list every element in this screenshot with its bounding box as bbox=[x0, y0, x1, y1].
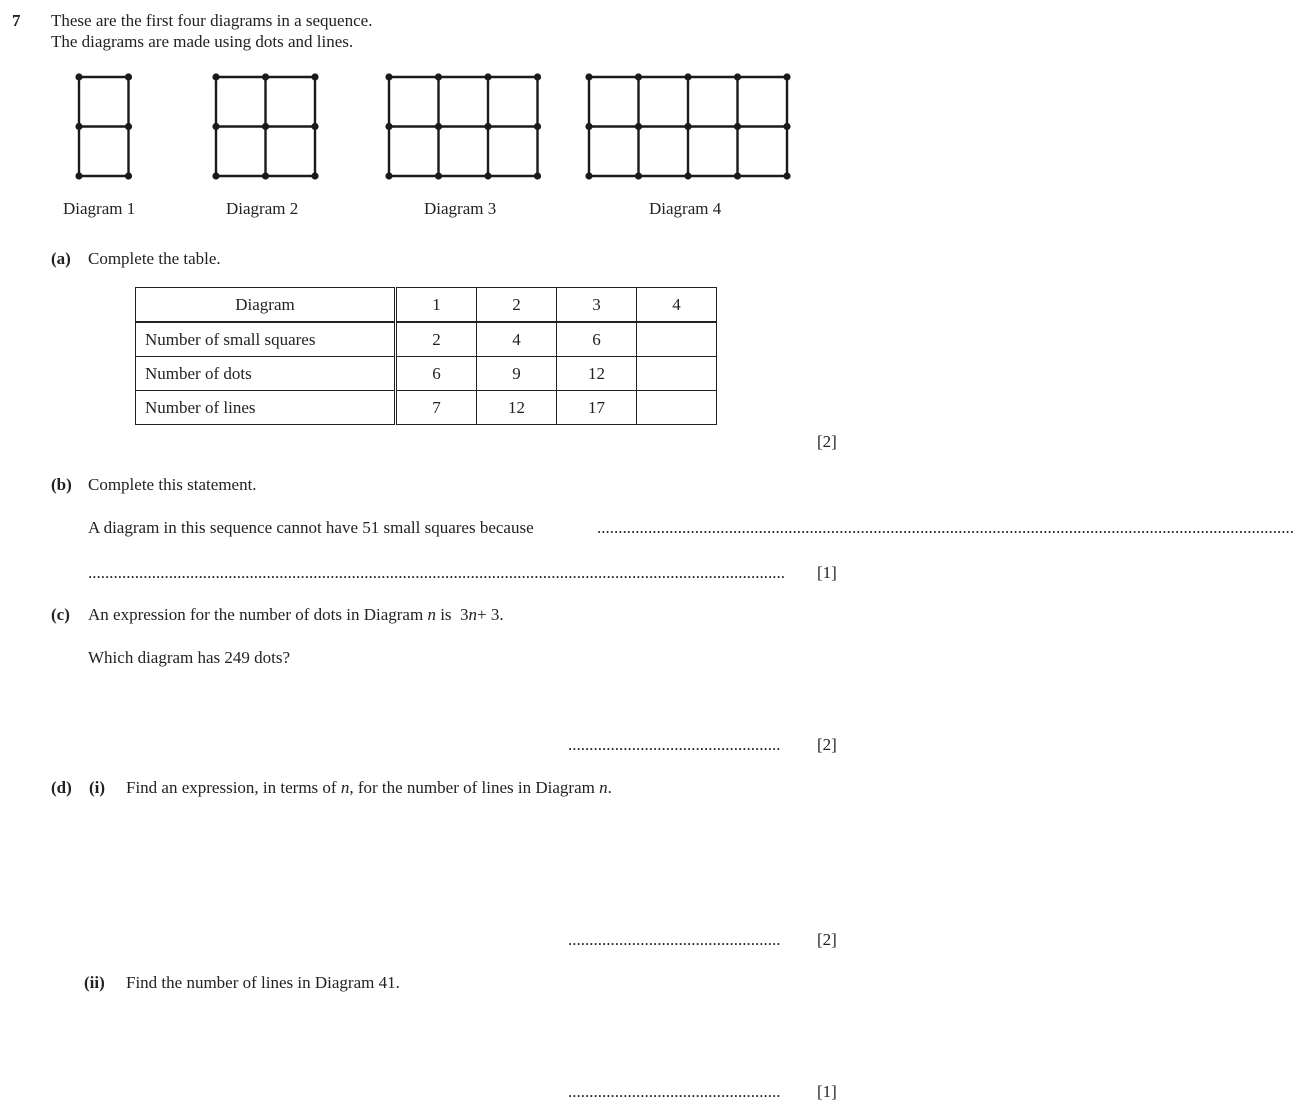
grid-dot bbox=[783, 123, 790, 130]
grid-dot bbox=[585, 123, 592, 130]
grid-dot bbox=[212, 172, 219, 179]
question-intro-line1: These are the first four diagrams in a sequence. bbox=[51, 11, 373, 30]
grid-dot bbox=[635, 172, 642, 179]
grid-dot bbox=[435, 172, 442, 179]
grid-dot bbox=[684, 172, 691, 179]
grid-dot bbox=[734, 172, 741, 179]
grid-dot bbox=[534, 172, 541, 179]
grid-dot bbox=[75, 172, 82, 179]
table-cell: 9 bbox=[477, 357, 557, 391]
grid-dot bbox=[585, 73, 592, 80]
part-c-is: is bbox=[440, 605, 452, 624]
part-d-i-text-a: Find an expression, in terms of bbox=[126, 778, 337, 797]
part-c-expr-rest: + 3. bbox=[477, 605, 504, 624]
grid-dot bbox=[212, 123, 219, 130]
grid-dot bbox=[212, 73, 219, 80]
grid-dot bbox=[585, 172, 592, 179]
diagram-1 bbox=[73, 71, 135, 182]
grid-dot bbox=[75, 73, 82, 80]
part-d-ii-marks: [1] bbox=[817, 1082, 837, 1101]
table-cell: 7 bbox=[396, 391, 477, 425]
table-row bbox=[136, 322, 717, 357]
sequence-table bbox=[135, 287, 717, 425]
diagram-1-label: Diagram 1 bbox=[63, 199, 136, 218]
diagram-2 bbox=[210, 71, 321, 182]
question-number: 7 bbox=[12, 11, 21, 30]
grid-dot bbox=[125, 172, 132, 179]
table-row-label: Number of small squares bbox=[136, 322, 396, 357]
part-c-expr-coef: 3 bbox=[460, 605, 469, 624]
part-d-ii-label: (ii) bbox=[84, 973, 105, 992]
part-b-text: Complete this statement. bbox=[88, 475, 257, 494]
grid-dot bbox=[385, 73, 392, 80]
grid-dot bbox=[75, 123, 82, 130]
part-d-i-text-b: , for the number of lines in Diagram bbox=[349, 778, 595, 797]
table-row-label: Number of lines bbox=[136, 391, 396, 425]
table-row bbox=[136, 391, 717, 425]
part-b-label: (b) bbox=[51, 475, 72, 494]
part-d-i-answer-line[interactable]: .................................................. bbox=[568, 930, 781, 949]
part-c-expr-var: n bbox=[468, 605, 478, 624]
table-header-row bbox=[136, 288, 717, 323]
table-answer-cell[interactable] bbox=[637, 357, 717, 391]
grid-dot bbox=[385, 123, 392, 130]
part-a-label: (a) bbox=[51, 249, 71, 268]
table-answer-cell[interactable] bbox=[637, 391, 717, 425]
grid-dot bbox=[311, 73, 318, 80]
grid-dot bbox=[534, 73, 541, 80]
grid-dot bbox=[311, 123, 318, 130]
grid-dot bbox=[262, 172, 269, 179]
part-d-i-label: (i) bbox=[89, 778, 106, 797]
grid-dot bbox=[311, 172, 318, 179]
table-header-cell: 4 bbox=[637, 288, 717, 323]
grid-dot bbox=[125, 73, 132, 80]
grid-dot bbox=[262, 73, 269, 80]
diagram-2-label: Diagram 2 bbox=[226, 199, 299, 218]
grid-dot bbox=[484, 172, 491, 179]
grid-dot bbox=[385, 172, 392, 179]
table-cell: 17 bbox=[557, 391, 637, 425]
grid-dot bbox=[125, 123, 132, 130]
table-header-cell: Diagram bbox=[136, 288, 396, 323]
table-header-cell: 3 bbox=[557, 288, 637, 323]
grid-dot bbox=[435, 123, 442, 130]
grid-dot bbox=[783, 73, 790, 80]
grid-dot bbox=[684, 73, 691, 80]
table-row-label: Number of dots bbox=[136, 357, 396, 391]
grid-dot bbox=[734, 123, 741, 130]
table-cell: 2 bbox=[396, 322, 477, 357]
part-c-text: An expression for the number of dots in Diagram bbox=[88, 605, 424, 624]
table-cell: 6 bbox=[396, 357, 477, 391]
part-c-statement bbox=[88, 605, 504, 625]
table-answer-cell[interactable] bbox=[637, 322, 717, 357]
part-c-question: Which diagram has 249 dots? bbox=[88, 648, 291, 667]
grid-dot bbox=[684, 123, 691, 130]
diagram-4-label: Diagram 4 bbox=[649, 199, 722, 218]
table-cell: 12 bbox=[477, 391, 557, 425]
part-b-answer-line-1[interactable]: .................................................................................................................................................................... bbox=[597, 518, 1294, 537]
table-header-cell: 1 bbox=[396, 288, 477, 323]
grid-dot bbox=[262, 123, 269, 130]
part-c-answer-line[interactable]: .................................................. bbox=[568, 735, 781, 754]
part-b-marks: [1] bbox=[817, 563, 837, 582]
grid-dot bbox=[635, 123, 642, 130]
table-cell: 6 bbox=[557, 322, 637, 357]
grid-dot bbox=[734, 73, 741, 80]
part-d-i-variable: n bbox=[340, 778, 350, 797]
part-b-statement: A diagram in this sequence cannot have 51 small squares because bbox=[88, 518, 534, 537]
part-a-text: Complete the table. bbox=[88, 249, 221, 268]
part-d-i-marks: [2] bbox=[817, 930, 837, 949]
grid-dot bbox=[484, 123, 491, 130]
part-d-i-text-c: . bbox=[607, 778, 612, 797]
grid-dot bbox=[484, 73, 491, 80]
grid-dot bbox=[783, 172, 790, 179]
part-d-i-variable-2: n bbox=[599, 778, 608, 797]
grid-dot bbox=[635, 73, 642, 80]
diagram-4 bbox=[583, 71, 793, 182]
part-d-label: (d) bbox=[51, 778, 72, 797]
part-d-ii-text: Find the number of lines in Diagram 41. bbox=[126, 973, 400, 992]
part-a-marks: [2] bbox=[817, 432, 837, 451]
part-c-label: (c) bbox=[51, 605, 70, 624]
diagram-3 bbox=[383, 71, 544, 182]
table-cell: 12 bbox=[557, 357, 637, 391]
diagram-3-label: Diagram 3 bbox=[424, 199, 497, 218]
grid-dot bbox=[534, 123, 541, 130]
question-intro-line2: The diagrams are made using dots and lines. bbox=[51, 32, 354, 51]
part-b-answer-line-2[interactable]: .................................................................................................................................................................... bbox=[88, 563, 785, 582]
table-header-cell: 2 bbox=[477, 288, 557, 323]
part-d-ii-answer-line[interactable]: .................................................. bbox=[568, 1082, 781, 1101]
part-c-marks: [2] bbox=[817, 735, 837, 754]
table-cell: 4 bbox=[477, 322, 557, 357]
part-d-i-text bbox=[126, 778, 612, 798]
part-c-variable: n bbox=[427, 605, 436, 624]
table-row bbox=[136, 357, 717, 391]
grid-dot bbox=[435, 73, 442, 80]
